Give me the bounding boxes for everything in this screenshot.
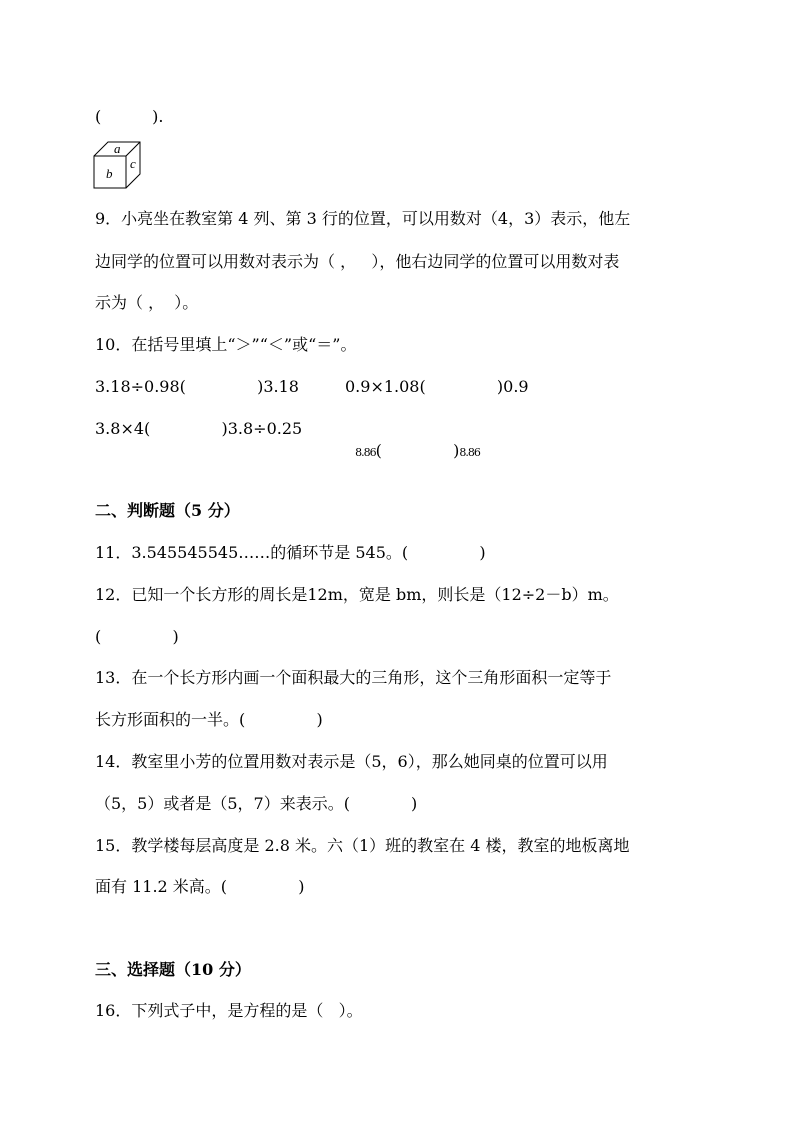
q10-row2-left: 3.8×4( )3.8÷0.25	[95, 419, 303, 438]
q13-line1: 13．在一个长方形内画一个面积最大的三角形，这个三角形面积一定等于	[95, 668, 612, 687]
section2-heading: 二、判断题（5 分）	[95, 501, 240, 520]
cube-diagram	[92, 138, 142, 190]
cube-label-c: c	[130, 156, 136, 171]
cube-label-b: b	[106, 166, 113, 181]
q16: 16．下列式子中，是方程的是（ ）。	[95, 1001, 363, 1020]
q15-line1: 15．教学楼每层高度是 2.8 米。六（1）班的教室在 4 楼，教室的地板离地	[95, 836, 630, 855]
q9-line1: 9．小亮坐在教室第 4 列、第 3 行的位置，可以用数对（4，3）表示，他左	[95, 209, 631, 228]
q11: 11．3.545545545……的循环节是 545。( )	[95, 543, 486, 562]
section3-heading: 三、选择题（10 分）	[95, 960, 251, 979]
q12-line2: ( )	[95, 627, 179, 646]
fraction-right: 8.86	[459, 446, 480, 459]
q10-title: 10．在括号里填上“＞”“＜”或“＝”。	[95, 335, 357, 354]
q12-line1: 12．已知一个长方形的周长是12m，宽是 bm，则长是（12÷2－b）m。	[95, 585, 619, 604]
fraction-left: 8.86	[355, 446, 376, 459]
q14-line1: 14．教室里小芳的位置用数对表示是（5，6），那么她同桌的位置可以用	[95, 752, 608, 771]
q10-row1-left: 3.18÷0.98( )3.18	[95, 377, 299, 396]
q13-line2: 长方形面积的一半。( )	[95, 710, 323, 729]
q15-line2: 面有 11.2 米高。( )	[95, 877, 305, 896]
q10-row2-blank: ( )	[375, 441, 460, 460]
q8-answer-blank: ( ).	[95, 107, 164, 126]
q9-line2: 边同学的位置可以用数对表示为（ ， ），他右边同学的位置可以用数对表	[95, 252, 620, 271]
q14-line2: （5，5）或者是（5，7）来表示。( )	[95, 794, 418, 813]
q9-line3: 示为（ ， ）。	[95, 293, 199, 312]
q10-row1-right: 0.9×1.08( )0.9	[345, 377, 529, 396]
q10-row2-right	[345, 418, 480, 464]
cube-label-a: a	[114, 141, 121, 156]
